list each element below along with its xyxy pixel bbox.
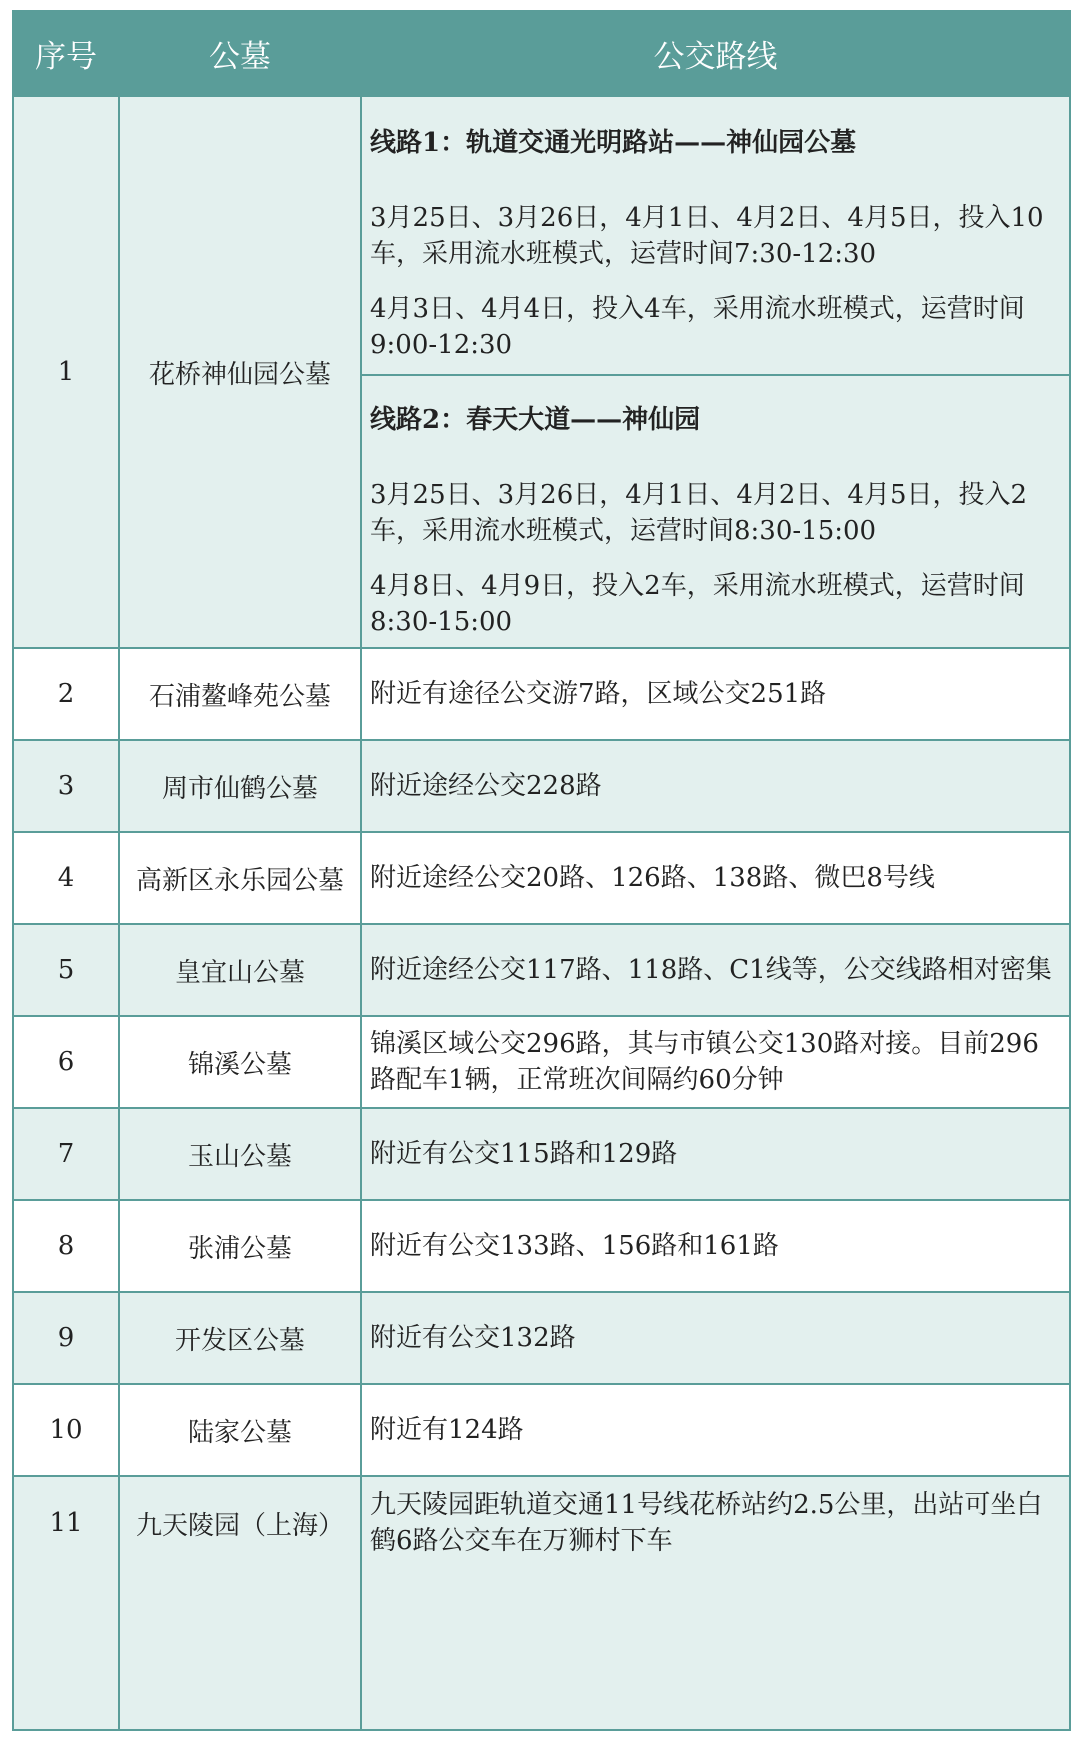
cemetery-bus-table xyxy=(12,10,1071,1731)
route-line-schedule: 4月8日、4月9日，投入2车，采用流水班模式，运营时间8:30-15:00 xyxy=(370,571,1025,637)
row-no: 9 xyxy=(57,1323,75,1353)
table-row xyxy=(14,95,1069,647)
table-row xyxy=(14,1475,1069,1729)
cemetery-name: 张浦公墓 xyxy=(187,1233,292,1264)
table-row xyxy=(14,923,1069,1015)
route-line-title: 线路1：轨道交通光明路站——神仙园公墓 xyxy=(370,128,857,158)
cemetery-name: 高新区永乐园公墓 xyxy=(135,865,344,896)
route-line-2 xyxy=(362,374,1069,649)
route-line-1 xyxy=(362,97,1069,376)
route-info: 附近有公交133路、156路和161路 xyxy=(370,1231,779,1261)
route-line-title: 线路2：春天大道——神仙园 xyxy=(370,405,701,435)
route-info: 附近途经公交228路 xyxy=(370,771,602,801)
cemetery-name: 花桥神仙园公墓 xyxy=(148,359,331,390)
table-row xyxy=(14,1015,1069,1107)
row-no: 7 xyxy=(57,1139,75,1169)
route-info: 附近有公交115路和129路 xyxy=(370,1139,678,1169)
cemetery-name: 开发区公墓 xyxy=(174,1325,305,1356)
column-divider xyxy=(118,95,120,1729)
table-row xyxy=(14,831,1069,923)
row-no: 8 xyxy=(57,1231,75,1261)
cemetery-name: 周市仙鹤公墓 xyxy=(161,773,318,804)
row-no: 3 xyxy=(57,771,75,801)
cemetery-name: 石浦鳌峰苑公墓 xyxy=(148,681,331,712)
route-info: 锦溪区域公交296路，其与市镇公交130路对接。目前296路配车1辆，正常班次间隔约60分钟 xyxy=(370,1029,1039,1095)
table-header xyxy=(14,12,1069,95)
cemetery-name: 锦溪公墓 xyxy=(187,1049,292,1080)
route-line-schedule: 3月25日、3月26日，4月1日、4月2日、4月5日，投入10车，采用流水班模式，运营时间7:30-12:30 xyxy=(370,203,1044,269)
column-divider xyxy=(360,95,362,1729)
table-row xyxy=(14,1291,1069,1383)
cemetery-name: 玉山公墓 xyxy=(187,1141,292,1172)
header-cemetery: 公墓 xyxy=(209,39,271,75)
route-line-schedule: 4月3日、4月4日，投入4车，采用流水班模式，运营时间9:00-12:30 xyxy=(370,294,1025,360)
row-no: 4 xyxy=(57,863,75,893)
route-info: 附近途经公交20路、126路、138路、微巴8号线 xyxy=(370,863,935,893)
row-no: 6 xyxy=(57,1047,75,1077)
table-row xyxy=(14,739,1069,831)
row-no: 2 xyxy=(57,679,75,709)
table-row xyxy=(14,1383,1069,1475)
table-row xyxy=(14,1199,1069,1291)
route-info: 附近有公交132路 xyxy=(370,1323,576,1353)
row-no: 1 xyxy=(57,357,75,387)
route-info: 九天陵园距轨道交通11号线花桥站约2.5公里，出站可坐白鹤6路公交车在万狮村下车 xyxy=(370,1490,1043,1556)
row-no: 5 xyxy=(57,955,75,985)
row-no: 10 xyxy=(49,1415,83,1445)
row-no: 11 xyxy=(49,1508,83,1538)
route-info: 附近有途径公交游7路，区域公交251路 xyxy=(370,679,827,709)
route-line-schedule: 3月25日、3月26日，4月1日、4月2日、4月5日，投入2车，采用流水班模式，运营时间8:30-15:00 xyxy=(370,480,1028,546)
header-no: 序号 xyxy=(35,39,97,75)
table-row xyxy=(14,1107,1069,1199)
route-info: 附近途经公交117路、118路、C1线等，公交线路相对密集 xyxy=(370,955,1052,985)
cemetery-name: 陆家公墓 xyxy=(187,1417,292,1448)
cemetery-name: 九天陵园（上海） xyxy=(135,1510,344,1541)
route-info: 附近有124路 xyxy=(370,1415,524,1445)
header-routes: 公交路线 xyxy=(653,39,778,75)
table-row xyxy=(14,647,1069,739)
cemetery-name: 皇宜山公墓 xyxy=(174,957,305,988)
